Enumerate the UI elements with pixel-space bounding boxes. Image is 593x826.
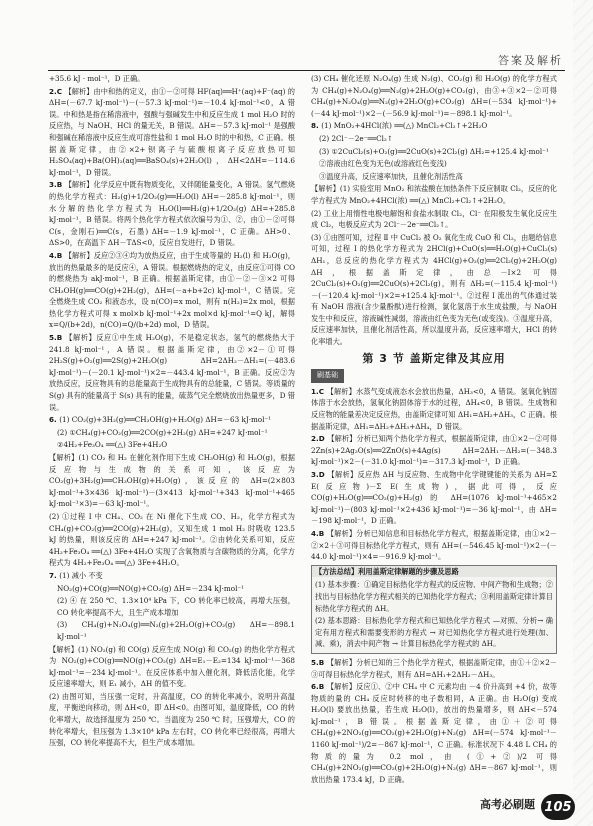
answer-paragraph [311,528,557,563]
answer-text: (3) CH₄ 催化还原 N₂O₄(g) 生成 N₂(g)、CO₂(g) 和 H₂O(g) 的化学方程式为 CH₄(g)+N₂O₄(g)══N₂(g)+2H₂O(g)+CO₂(g)，由③+③×2－②可得 CH₄(g)+N₂O₄(g)══N₂(g)+2H₂O(g)+CO₂(g) ΔH=(－534 kJ·mol⁻¹)+(－44 kJ·mol⁻¹)×2－(－56.9 kJ·mol⁻¹)=－898.1 kJ·mol⁻¹。 [311,74,557,118]
answer-text: 【解析】反应②③④均为放热反应，由于生成等量的 H₂(l) 和 H₂O(g)，放出的热量最多的是反应④，A 错误。根据燃烧热的定义，由反应①可得 CO 的燃烧热为 akJ·mol⁻¹，B 正确。根据盖斯定律，由①－②－③×2 可得 CH₃OH(g)══CO(g)+2H₂(g)，ΔH=(－a+b+2c) kJ·mol⁻¹，C 错误。完全燃烧生成 CO₂ 和液态水，设 n(CO)=x mol，则有 n(H₂)=2x mol，根据热化学方程式可得 x mol×b kJ·mol⁻¹+2x mol×d kJ·mol⁻¹=Q kJ，解得 x=Q/(b+2d)，n(CO)=Q/(b+2d) mol，D 错误。 [49,250,295,330]
question-number: 4.B [49,250,65,260]
answer-paragraph [49,86,295,179]
right-bottom-block [311,386,557,563]
answer-text: (2) 由图可知，当压强一定时，升高温度，CO 的转化率减小，说明升高温度，平衡逆向移动，则 ΔH<0，即 ΔH<0。由图可知，温度降低，CO 的转化率增大，故选择温度为 250 ℃。当温度为 250 ℃ 时，压强增大，CO 的转化率增大，但压强为 1.3×10⁴ kPa 左右时，CO 转化率已经很高，再增大压强，CO 转化率提高不大，但生产成本增加。 [49,691,295,748]
answer-text: (1) MnO₂+4HCl(浓) ══(△) MnCl₂+Cl₂↑+2H₂O [321,121,488,131]
answer-paragraph [311,158,557,170]
answer-paragraph [311,171,557,183]
answer-paragraph [49,179,295,249]
answer-text: 【解析】反应①中生成 H₂O(g)，不是稳定状态，氢气的燃烧热大于 241.8 kJ·mol⁻¹，A 错误。根据盖斯定律，由②×2－①可得 2H₂S(g)+O₂(g)══2S(g)+2H₂O(g) ΔH=2ΔH₂－ΔH₁=(－483.6 kJ·mol⁻¹)－(－20.1 kJ·mol⁻¹)×2=－443.4 kJ·mol⁻¹，B 正确。反应②为放热反应，反应物具有的总能量高于生成物具有的总能量，C 错误。等质量的 S(g) 具有的能量高于 S(s) 具有的能量，硫蒸气完全燃烧放出热量更多，D 错误。 [49,333,295,412]
question-number: 2.D [311,434,328,444]
answer-text: 【解析】分析已知信息和目标热化学方程式，根据盖斯定律，由①×2－②×2＋③可得目标热化学方程式，则有 ΔH=(－546.45 kJ·mol⁻¹)×2－(－44.0 kJ·mol⁻¹)×4=－916.9 kJ·mol⁻¹。 [311,528,557,562]
answer-text: ③温度升高，反应速率加快，且催化剂活性高 [319,171,463,181]
answer-text: 【解析】(1) CO₂ 和 H₂ 在催化剂作用下生成 CH₃OH(g) 和 H₂O(g)，根据反应物与生成物的关系可知，该反应为 CO₂(g)+3H₂(g)══CH₃OH(g)+H₂O(g)，该反应的 ΔH=(2×803 kJ·mol⁻¹+3×436 kJ·mol⁻¹)－(3×413 kJ·mol⁻¹+343 kJ·mol⁻¹+465 kJ·mol⁻¹×3)=－63 kJ·mol⁻¹。 [49,453,295,509]
answer-text: (2) ①CH₄(g)+CO₂(g)══2CO(g)+2H₂(g) ΔH=+247 kJ·mol⁻¹ [57,427,268,437]
question-number: 2.C [49,86,65,96]
method-summary-title: 【方法总结】利用盖斯定律解题的步骤及思路 [312,566,556,578]
answer-paragraph [311,208,557,231]
answer-text: (3) ①由图可知，过程 Ⅱ 中 CuCl₂ 被 O₂ 氧化生成 CuO 和 Cl₂，由题给信息可知，过程 I 的热化学方程式为 2HCl(g)+CuO(s)══H₂O(g)+CuCl₂(s) ΔH₁，总反应的热化学方程式为 4HCl(g)+O₂(g)══2Cl₂(g)+2H₂O(g) ΔH，根据盖斯定律，由总－I×2 可得 2CuCl₂(s)+O₂(g)══2CuO(s)+2Cl₂(g)，则有 ΔH₂=(－115.4 kJ·mol⁻¹)－(－120.4 kJ·mol⁻¹)×2=+125.4 kJ·mol⁻¹。②过程 I 流出的气体通过装有 NaOH 溶液(含少量酚酞)进行检测，氯化氢溶于水生成盐酸，与 NaOH 发生中和反应，溶液碱性减弱，溶液由红色变为无色(或变浅)。③温度升高，反应速率加快，且催化剂活性高，所以温度升高，反应速率增大，HCl 的转化率增大。 [311,232,557,347]
right-end-block [311,657,557,786]
answer-text: ②溶液由红色变为无色(或溶液红色变浅) [319,159,447,169]
answer-paragraph [311,120,557,132]
answer-paragraph [311,386,557,432]
answer-text: ②4H₂+Fe₃O₄ ══(△) 3Fe+4H₂O [57,440,168,450]
answer-text: 【解析】化学反应中既有物质变化，又伴随能量变化，A 错误。氢气燃烧的热化学方程式：H₂(g)+1/2O₂(g)══H₂O(l) ΔH=－285.8 kJ·mol⁻¹，则水分解的热化学方程式为 H₂O(l)══H₂(g)+1/2O₂(g) ΔH=+285.8 kJ·mol⁻¹，B 错误。将两个热化学方程式依次编号为①、②，由①－②可得 C(s，金刚石)══C(s，石墨) ΔH=－1.9 kJ·mol⁻¹，C 正确。ΔH>0、ΔS>0，在高温下 ΔH－TΔS<0，反应自发进行，D 错误。 [49,180,296,248]
answer-text: (1) CO₂(g)+3H₂(g)══CH₃OH(g)+H₂O(g) ΔH=－63 kJ·mol⁻¹ [59,415,272,425]
answer-paragraph [49,583,295,595]
question-number: 5.B [311,657,327,667]
right-top-block [311,73,557,348]
answer-text: (2) 工业上用惰性电极电解饱和食盐水制取 Cl₂，Cl⁻ 在阳极发生氧化反应生成 Cl₂，电极反应式为 2Cl⁻－2e⁻══Cl₂↑。 [311,208,557,230]
answer-paragraph [311,681,557,785]
answer-text: 【解析】反应①、②中 CH₄ 中 C 元素均由 －4 价升高到 +4 价，故等物质的量的 CH₄ 反应时转移的电子数相同，A 正确。由 H₂O(g) 变成 H₂O(l) 要放出热量，若生成 H₂O(l)，放出的热量增多，则 ΔH<－574 kJ·mol⁻¹，B 错误。根据盖斯定律，由①＋②可得 CH₄(g)+2NO₂(g)══CO₂(g)+2H₂O(g)+N₂(g) ΔH=(－574 kJ·mol⁻¹－1160 kJ·mol⁻¹)/2=－867 kJ·mol⁻¹，C 正确。标准状况下 4.48 L CH₄ 的物质的量为 0.2 mol，由 (①+②)/2 可得 CH₄(g)+2NO₂(g)══CO₂(g)+2H₂O(g)+N₂(g) ΔH=－867 kJ·mol⁻¹，则放出热量 173.4 kJ，D 正确。 [311,682,557,784]
answer-text: 【解析】(1) 实验室用 MnO₂ 和浓盐酸在加热条件下反应制取 Cl₂，反应的化学方程式为 MnO₂+4HCl(浓) ══(△) MnCl₂+Cl₂↑+2H₂O。 [311,184,557,205]
answer-paragraph [49,427,295,439]
question-number: 6.B [311,682,327,692]
question-number: 3.B [49,180,65,190]
answer-paragraph [49,250,295,331]
method-summary-line: (1) 基本步骤：①确定目标热化学方程式的反应物、中间产物和生成物；②找出与目标热化学方程式相关的已知热化学方程式；③利用盖斯定律计算目标热化学方程式的 ΔH。 [315,580,553,613]
answer-paragraph [311,469,557,527]
section-chip: 刷基础 [311,369,344,383]
answer-text: +35.6 kJ · mol⁻¹，D 正确。 [49,74,145,83]
decorative-margin-pattern [573,0,593,826]
page-number-badge: 105 [541,794,575,820]
section-title: 第 3 节 盖斯定律及其应用 [362,351,506,365]
method-summary-body [315,579,553,650]
answer-text: (2) 2Cl⁻－2e⁻══Cl₂↑ [319,133,393,143]
answer-paragraph [311,133,557,145]
answer-text: 【解析】反应热 ΔH 与反应物、生成物中化学键键能的关系为 ΔH=Σ E(反应物)－Σ E(生成物)，据此可得，反应 CO(g)+H₂O(g)══CO₂(g)+H₂(g) 的 ΔH=(1076 kJ·mol⁻¹+465×2 kJ·mol⁻¹)－(803 kJ·mol⁻¹×2+436 kJ·mol⁻¹)=－36 kJ·mol⁻¹，由 ΔH=－198 kJ·mol⁻¹，D 正确。 [311,470,557,526]
question-number: 5.B [49,333,66,343]
left-column [49,73,295,773]
answer-text: (2) ④ 在 250 ℃、1.3×10⁴ kPa 下，CO 转化率已较高，再增大压强，CO 转化率提高不大，且生产成本增加 [57,596,295,617]
method-summary-box [311,565,557,654]
answer-paragraph [311,73,557,119]
running-header: 答案及解析 [498,54,563,67]
question-number: 4.B [311,528,327,538]
answer-paragraph [49,644,295,690]
footer-brand: 高考必刷题 [480,798,535,811]
answer-paragraph [49,595,295,618]
answer-text: 【解析】水蒸气变成液态水会放出热量，ΔH₃<0，A 错误。氢氧化钠固体溶于水会放热，氢氧化钠固体溶于水的过程，ΔH₄<0，B 错误。生成物和反应物的能量差决定反应热，由盖斯定律可知 ΔH₁=ΔH₂+ΔH₃，C 正确。根据盖斯定律，ΔH₁=ΔH₂+ΔH₃+ΔH₄，D 错误。 [311,386,557,431]
question-number: 8. [311,121,322,131]
answer-text: 【解析】由中和热的定义，由①－②可得 HF(aq)══H⁺(aq)+F⁻(aq) 的 ΔH=(－67.7 kJ·mol⁻¹)－(－57.3 kJ·mol⁻¹)=－10.4 kJ·mol⁻¹<0，A 错误。中和热是指在稀溶液中，强酸与强碱发生中和反应生成 1 mol H₂O 时的反应热，与 NaOH、HCl 的量无关，B 错误。ΔH=－57.3 kJ·mol⁻¹ 是强酸和强碱在稀溶液中反应生成可溶性盐和 1 mol H₂O 时的中和热，C 正确。根据盖斯定律，由②×2+钡离子与硫酸根离子反应放热可知 H₂SO₄(aq)+Ba(OH)₂(aq)══BaSO₄(s)+2H₂O(l)，ΔH<2ΔH=－114.6 kJ·mol⁻¹，D 错误。 [49,86,296,177]
answer-paragraph [311,433,557,468]
answer-text: (1) 减小 不变 [59,570,103,580]
answer-text: 【解析】分析已知两个热化学方程式，根据盖斯定律，由①×2－②可得 2Zn(s)+2Ag₂O(s)══2ZnO(s)+4Ag(s) ΔH=2ΔH₁－ΔH₂=(－348.3 kJ·mol⁻¹)×2－(－31.0 kJ·mol⁻¹)=－317.3 kJ·mol⁻¹，D 正确。 [311,434,557,467]
answer-paragraph [311,232,557,348]
question-number: 3.D [311,470,328,479]
answer-paragraph [49,73,295,85]
question-number: 1.C [311,386,327,396]
answer-paragraph [311,657,557,680]
answer-text: NO₂(g)+CO(g)══NO(g)+CO₂(g) ΔH=－234 kJ·mol⁻¹ [57,583,245,593]
answer-paragraph [49,332,295,413]
answer-text: 【解析】分析已知的三个热化学方程式，根据盖斯定律，由①＋②×2－③可得目标热化学方程式，则有 ΔH=ΔH₁+2ΔH₂－ΔH₃。 [311,657,557,679]
question-number: 7. [49,570,60,580]
answer-paragraph [49,439,295,451]
answer-text: (2) ①过程 I 中 CH₄、CO₂ 在 Ni 催化下生成 CO、H₂，化学方程式为 CH₄(g)+CO₂(g)══2CO(g)+2H₂(g)，又知生成 1 mol H₂ 时吸收 123.5 kJ 的热量，则该反应的 ΔH=+247 kJ·mol⁻¹。②由转化关系可知，反应 4H₂+Fe₃O₄ ══(△) 3Fe+4H₂O 实现了含氧物质与含碳物质的分离，化学方程式为 4H₂+Fe₃O₄ ══(△) 3Fe+4H₂O。 [49,511,295,568]
answer-paragraph [49,511,295,569]
answer-paragraph [49,570,295,582]
right-column [311,73,557,784]
answer-paragraph [311,183,557,206]
answer-text: (3) CH₄(g)+N₂O₄(g)══N₂(g)+2H₂O(g)+CO₂(g) ΔH=－898.1 kJ·mol⁻¹ [57,620,295,641]
method-summary-line: (2) 基本思路：目标热化学方程式和已知热化学方程式 —对照、分析→ 确定有用方程式和需要变形的方程式 → 对已知热化学方程式进行处理(加、减、乘)，消去中间产物 → 计算目标热化学方程式的 ΔH。 [315,616,553,649]
answer-paragraph [49,619,295,642]
answer-text: 【解析】(1) NO₂(g) 和 CO(g) 反应生成 NO(g) 和 CO₂(g) 的热化学方程式为 NO₂(g)+CO(g)══NO(g)+CO₂(g) ΔH=E₁－E₂=134 kJ·mol⁻¹－368 kJ·mol⁻¹=－234 kJ·mol⁻¹。在反应体系中加入催化剂，降低活化能，化学反应速率增大，则 E₁ 减小，ΔH 的值不变。 [49,644,295,689]
header-rule [48,70,565,71]
answer-paragraph [49,452,295,510]
answer-paragraph [49,691,295,749]
answer-paragraph [49,414,295,426]
answer-paragraph [311,146,557,158]
question-number: 6. [49,415,60,425]
answer-text: (3) ①2CuCl₂(s)+O₂(g)══2CuO(s)+2Cl₂(g) ΔH₂=+125.4 kJ·mol⁻¹ [319,146,549,156]
